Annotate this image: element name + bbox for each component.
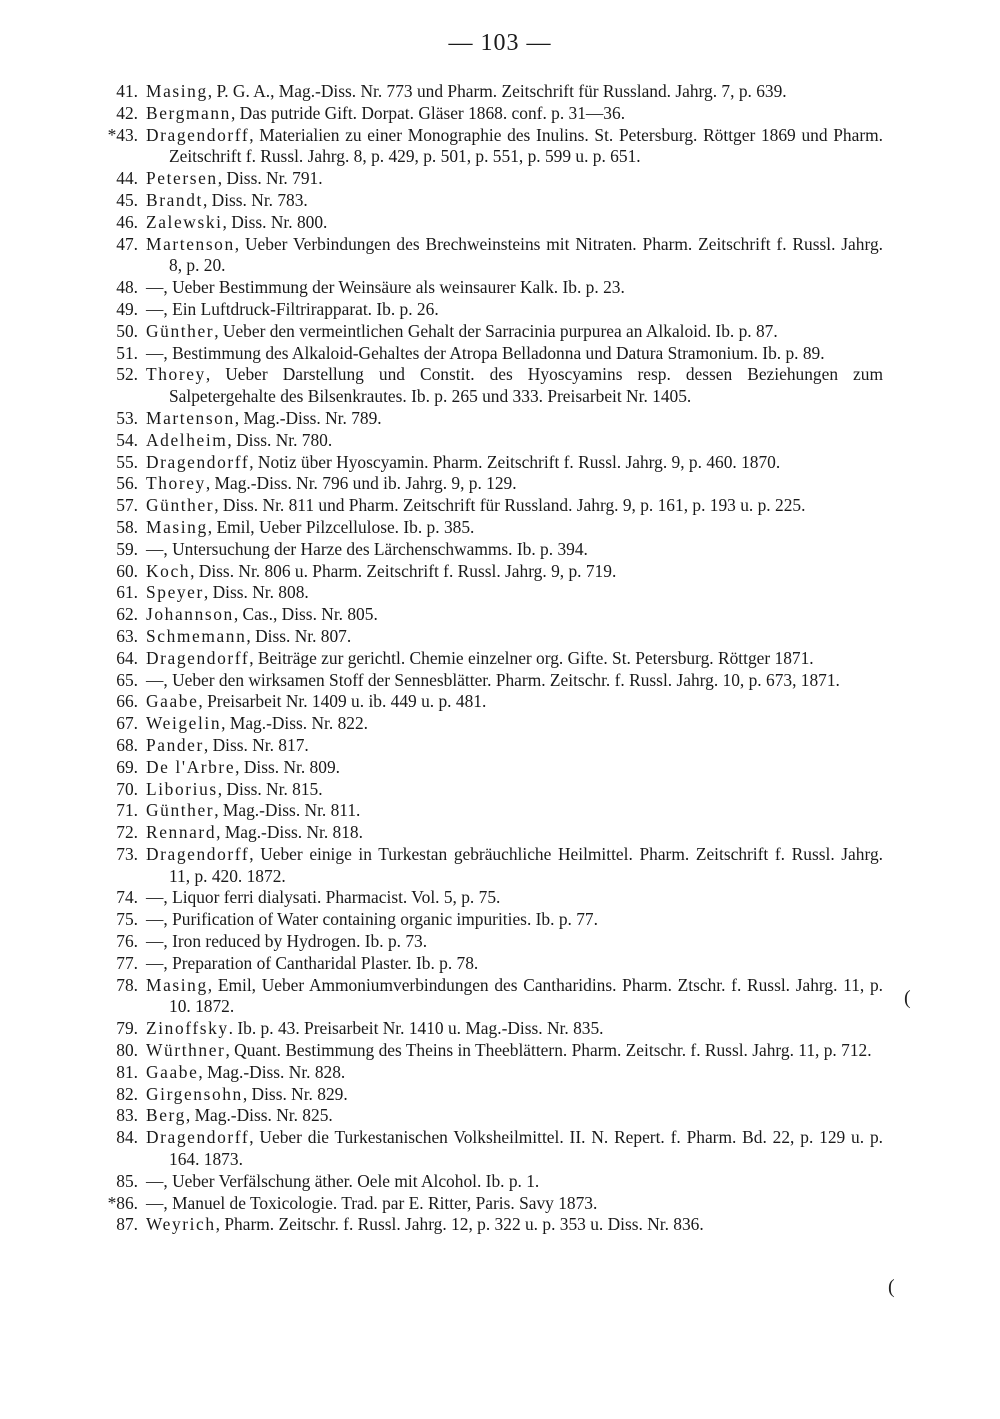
entry-author: Koch bbox=[146, 560, 191, 581]
entry-number: 58. bbox=[116, 516, 138, 537]
entry-citation: , Diss. Nr. 791. bbox=[217, 168, 323, 189]
entry-number: 83. bbox=[116, 1105, 138, 1126]
bibliography-entry bbox=[0, 168, 1000, 190]
entry-citation: —, Preparation of Cantharidal Plaster. Ib. p. 78. bbox=[146, 952, 479, 973]
bibliography-list bbox=[0, 81, 1000, 1236]
bibliography-entry bbox=[0, 648, 1000, 670]
entry-number: *43. bbox=[107, 124, 138, 145]
entry-text bbox=[146, 975, 883, 1019]
margin-mark: ( bbox=[888, 1276, 895, 1298]
entry-text bbox=[146, 364, 883, 408]
entry-number: 59. bbox=[116, 538, 138, 559]
bibliography-entry bbox=[0, 604, 1000, 626]
entry-number: 84. bbox=[116, 1127, 138, 1148]
entry-number: 77. bbox=[116, 952, 138, 973]
entry-number: 68. bbox=[116, 734, 138, 755]
entry-text bbox=[146, 1062, 883, 1084]
entry-citation: , Ueber Verbindungen des Brechweinsteins mit Nitraten. Pharm. Zeitschrift f. Russl. Jahrg. 8, p. 20. bbox=[169, 233, 883, 276]
entry-number: 66. bbox=[116, 691, 138, 712]
entry-citation: —, Ein Luftdruck-Filtrirapparat. Ib. p. 26. bbox=[146, 298, 439, 319]
entry-number: 70. bbox=[116, 778, 138, 799]
entry-text bbox=[146, 430, 883, 452]
entry-number: 67. bbox=[116, 713, 138, 734]
bibliography-entry bbox=[0, 909, 1000, 931]
entry-number: 42. bbox=[116, 102, 138, 123]
entry-author: Berg bbox=[146, 1105, 186, 1126]
entry-citation: , Mag.-Diss. Nr. 818. bbox=[216, 822, 363, 843]
bibliography-entry bbox=[0, 626, 1000, 648]
entry-author: De l'Arbre bbox=[146, 756, 236, 777]
entry-number: 52. bbox=[116, 364, 138, 385]
bibliography-entry bbox=[0, 452, 1000, 474]
entry-citation: , Mag.-Diss. Nr. 828. bbox=[198, 1061, 346, 1082]
entry-author: Dragendorff bbox=[146, 647, 250, 668]
entry-text bbox=[146, 103, 883, 125]
bibliography-entry bbox=[0, 1040, 1000, 1062]
entry-author: Liborius bbox=[146, 778, 218, 799]
entry-author: Thorey bbox=[146, 473, 206, 494]
entry-number: 48. bbox=[116, 277, 138, 298]
bibliography-entry bbox=[0, 343, 1000, 365]
entry-citation: —, Ueber Verfälschung äther. Oele mit Alcohol. Ib. p. 1. bbox=[146, 1170, 540, 1191]
bibliography-entry bbox=[0, 1171, 1000, 1193]
entry-author: Masing bbox=[146, 516, 208, 537]
entry-author: Zinoffsky bbox=[146, 1018, 229, 1039]
bibliography-entry bbox=[0, 691, 1000, 713]
entry-text bbox=[146, 626, 883, 648]
entry-text bbox=[146, 473, 883, 495]
entry-number: 85. bbox=[116, 1170, 138, 1191]
bibliography-entry bbox=[0, 931, 1000, 953]
entry-text bbox=[146, 452, 883, 474]
entry-text bbox=[146, 299, 883, 321]
entry-citation: , Mag.-Diss. Nr. 811. bbox=[214, 800, 361, 821]
entry-text bbox=[146, 648, 883, 670]
bibliography-entry bbox=[0, 1062, 1000, 1084]
entry-citation: , Emil, Ueber Pilzcellulose. Ib. p. 385. bbox=[207, 516, 475, 537]
entry-text bbox=[146, 1084, 883, 1106]
entry-citation: —, Ueber Bestimmung der Weinsäure als weinsaurer Kalk. Ib. p. 23. bbox=[146, 277, 625, 298]
entry-number: 53. bbox=[116, 407, 138, 428]
bibliography-entry bbox=[0, 975, 1000, 1019]
margin-mark: ( bbox=[904, 987, 911, 1009]
bibliography-entry bbox=[0, 800, 1000, 822]
entry-citation: , Mag.-Diss. Nr. 825. bbox=[185, 1105, 333, 1126]
bibliography-entry bbox=[0, 822, 1000, 844]
entry-number: 50. bbox=[116, 320, 138, 341]
entry-number: 56. bbox=[116, 473, 138, 494]
entry-author: Girgensohn bbox=[146, 1083, 243, 1104]
entry-number: 62. bbox=[116, 604, 138, 625]
bibliography-entry bbox=[0, 408, 1000, 430]
entry-citation: , Materialien zu einer Monographie des Inulins. St. Petersburg. Röttger 1869 und Pharm. Zeitschrift f. Russl. Jahrg. 8, p. 429, p. 501, p. 551, p. 599 u. p. 651. bbox=[169, 124, 883, 167]
entry-text bbox=[146, 539, 883, 561]
bibliography-entry bbox=[0, 1018, 1000, 1040]
entry-number: 73. bbox=[116, 843, 138, 864]
entry-text bbox=[146, 713, 883, 735]
entry-text bbox=[146, 822, 883, 844]
entry-citation: —, Liquor ferri dialysati. Pharmacist. Vol. 5, p. 75. bbox=[146, 887, 501, 908]
bibliography-entry bbox=[0, 517, 1000, 539]
entry-number: 65. bbox=[116, 669, 138, 690]
bibliography-entry bbox=[0, 277, 1000, 299]
entry-author: Pander bbox=[146, 734, 204, 755]
entry-citation: , Cas., Diss. Nr. 805. bbox=[233, 604, 378, 625]
entry-text bbox=[146, 1127, 883, 1171]
entry-author: Gaabe bbox=[146, 691, 199, 712]
entry-author: Masing bbox=[146, 81, 208, 101]
entry-author: Speyer bbox=[146, 582, 204, 603]
entry-author: Dragendorff bbox=[146, 451, 250, 472]
entry-number: 82. bbox=[116, 1083, 138, 1104]
entry-number: 41. bbox=[116, 81, 138, 101]
entry-author: Thorey bbox=[146, 364, 206, 385]
entry-author: Adelheim bbox=[146, 429, 228, 450]
entry-number: 60. bbox=[116, 560, 138, 581]
entry-number: 74. bbox=[116, 887, 138, 908]
entry-number: 54. bbox=[116, 429, 138, 450]
bibliography-entry bbox=[0, 495, 1000, 517]
entry-citation: , Diss. Nr. 817. bbox=[203, 734, 309, 755]
entry-text bbox=[146, 212, 883, 234]
bibliography-entry bbox=[0, 430, 1000, 452]
bibliography-entry bbox=[0, 582, 1000, 604]
entry-text bbox=[146, 844, 883, 888]
entry-citation: , Diss. Nr. 815. bbox=[217, 778, 323, 799]
entry-text bbox=[146, 168, 883, 190]
bibliography-entry bbox=[0, 561, 1000, 583]
entry-citation: , Preisarbeit Nr. 1409 u. ib. 449 u. p. 481. bbox=[198, 691, 487, 712]
entry-text bbox=[146, 234, 883, 278]
entry-text bbox=[146, 931, 883, 953]
bibliography-entry bbox=[0, 473, 1000, 495]
entry-author: Masing bbox=[146, 974, 208, 995]
entry-text bbox=[146, 343, 883, 365]
bibliography-entry bbox=[0, 735, 1000, 757]
entry-number: 81. bbox=[116, 1061, 138, 1082]
entry-author: Johannson bbox=[146, 604, 234, 625]
entry-author: Brandt bbox=[146, 189, 203, 210]
entry-citation: . Ib. p. 43. Preisarbeit Nr. 1410 u. Mag.-Diss. Nr. 835. bbox=[228, 1018, 604, 1039]
entry-citation: , Diss. Nr. 829. bbox=[242, 1083, 348, 1104]
bibliography-entry bbox=[0, 81, 1000, 103]
entry-text bbox=[146, 800, 883, 822]
bibliography-entry bbox=[0, 779, 1000, 801]
entry-text bbox=[146, 495, 883, 517]
entry-text bbox=[146, 1193, 883, 1215]
bibliography-entry bbox=[0, 757, 1000, 779]
entry-number: 78. bbox=[116, 974, 138, 995]
entry-text bbox=[146, 1214, 883, 1236]
bibliography-entry bbox=[0, 190, 1000, 212]
entry-citation: , Quant. Bestimmung des Theins in Theeblättern. Pharm. Zeitschr. f. Russl. Jahrg. 11, p. 712. bbox=[225, 1040, 872, 1061]
entry-text bbox=[146, 779, 883, 801]
entry-number: 79. bbox=[116, 1018, 138, 1039]
bibliography-entry bbox=[0, 1193, 1000, 1215]
entry-text bbox=[146, 909, 883, 931]
entry-text bbox=[146, 1018, 883, 1040]
bibliography-entry bbox=[0, 103, 1000, 125]
bibliography-entry bbox=[0, 212, 1000, 234]
entry-citation: —, Manuel de Toxicologie. Trad. par E. Ritter, Paris. Savy 1873. bbox=[146, 1192, 598, 1213]
bibliography-entry bbox=[0, 713, 1000, 735]
entry-number: 55. bbox=[116, 451, 138, 472]
bibliography-entry bbox=[0, 1084, 1000, 1106]
entry-number: 57. bbox=[116, 495, 138, 516]
page-number: — 103 — bbox=[448, 30, 552, 56]
entry-citation: , Diss. Nr. 808. bbox=[203, 582, 309, 603]
bibliography-entry bbox=[0, 125, 1000, 169]
bibliography-entry bbox=[0, 234, 1000, 278]
entry-author: Petersen bbox=[146, 168, 218, 189]
entry-number: 51. bbox=[116, 342, 138, 363]
entry-author: Martenson bbox=[146, 233, 235, 254]
entry-text bbox=[146, 125, 883, 169]
entry-citation: , Diss. Nr. 780. bbox=[227, 429, 333, 450]
entry-citation: —, Purification of Water containing organic impurities. Ib. p. 77. bbox=[146, 909, 598, 930]
entry-text bbox=[146, 757, 883, 779]
entry-citation: , Diss. Nr. 809. bbox=[235, 756, 340, 777]
entry-citation: , Ueber den vermeintlichen Gehalt der Sarracinia purpurea an Alkaloid. Ib. p. 87. bbox=[214, 320, 778, 341]
entry-number: 63. bbox=[116, 625, 138, 646]
entry-citation: , Diss. Nr. 811 und Pharm. Zeitschrift für Russland. Jahrg. 9, p. 161, p. 193 u. p. 225. bbox=[214, 495, 806, 516]
entry-text bbox=[146, 1171, 883, 1193]
entry-author: Zalewski bbox=[146, 211, 223, 232]
entry-number: 69. bbox=[116, 756, 138, 777]
entry-author: Rennard bbox=[146, 822, 217, 843]
entry-author: Martenson bbox=[146, 407, 235, 428]
entry-citation: , Diss. Nr. 807. bbox=[246, 625, 352, 646]
entry-citation: , P. G. A., Mag.-Diss. Nr. 773 und Pharm. Zeitschrift für Russland. Jahrg. 7, p. 639. bbox=[207, 81, 787, 101]
entry-author: Gaabe bbox=[146, 1061, 199, 1082]
entry-citation: —, Ueber den wirksamen Stoff der Sennesblätter. Pharm. Zeitschr. f. Russl. Jahrg. 10, p. 673, 1871. bbox=[146, 669, 840, 690]
entry-author: Weyrich bbox=[146, 1214, 216, 1235]
entry-text bbox=[146, 277, 883, 299]
entry-author: Günther bbox=[146, 495, 215, 516]
entry-text bbox=[146, 1040, 883, 1062]
entry-author: Weigelin bbox=[146, 713, 222, 734]
entry-text bbox=[146, 1105, 883, 1127]
entry-citation: , Beiträge zur gerichtl. Chemie einzelner org. Gifte. St. Petersburg. Röttger 1871. bbox=[249, 647, 814, 668]
entry-citation: , Emil, Ueber Ammoniumverbindungen des Cantharidins. Pharm. Ztschr. f. Russl. Jahrg. 11, p. 10. 1872. bbox=[169, 974, 883, 1017]
entry-citation: , Mag.-Diss. Nr. 796 und ib. Jahrg. 9, p. 129. bbox=[205, 473, 517, 494]
entry-author: Schmemann bbox=[146, 625, 247, 646]
entry-number: 46. bbox=[116, 211, 138, 232]
entry-number: 45. bbox=[116, 189, 138, 210]
bibliography-entry bbox=[0, 1214, 1000, 1236]
entry-author: Dragendorff bbox=[146, 124, 250, 145]
entry-text bbox=[146, 582, 883, 604]
bibliography-entry bbox=[0, 364, 1000, 408]
entry-citation: , Ueber einige in Turkestan gebräuchliche Heilmittel. Pharm. Zeitschrift f. Russl. Jahrg. 11, p. 420. 1872. bbox=[169, 843, 883, 886]
entry-author: Bergmann bbox=[146, 102, 231, 123]
entry-number: 47. bbox=[116, 233, 138, 254]
entry-text bbox=[146, 887, 883, 909]
entry-citation: —, Iron reduced by Hydrogen. Ib. p. 73. bbox=[146, 931, 428, 952]
entry-number: 76. bbox=[116, 931, 138, 952]
entry-text bbox=[146, 321, 883, 343]
entry-number: 80. bbox=[116, 1040, 138, 1061]
entry-text bbox=[146, 953, 883, 975]
entry-text bbox=[146, 735, 883, 757]
bibliography-entry bbox=[0, 953, 1000, 975]
entry-author: Würthner bbox=[146, 1040, 226, 1061]
bibliography-entry bbox=[0, 321, 1000, 343]
entry-number: 64. bbox=[116, 647, 138, 668]
entry-author: Günther bbox=[146, 800, 215, 821]
entry-number: 72. bbox=[116, 822, 138, 843]
bibliography-entry bbox=[0, 299, 1000, 321]
entry-number: 49. bbox=[116, 298, 138, 319]
bibliography-entry bbox=[0, 1127, 1000, 1171]
entry-text bbox=[146, 190, 883, 212]
entry-citation: , Ueber Darstellung und Constit. des Hyoscyamins resp. dessen Beziehungen zum Salpetergehalte des Bilsenkrautes. Ib. p. 265 und 333. Preisarbeit Nr. 1405. bbox=[169, 364, 883, 407]
entry-author: Dragendorff bbox=[146, 1127, 250, 1148]
entry-citation: , Notiz über Hyoscyamin. Pharm. Zeitschrift f. Russl. Jahrg. 9, p. 460. 1870. bbox=[249, 451, 781, 472]
bibliography-entry bbox=[0, 670, 1000, 692]
entry-number: 44. bbox=[116, 168, 138, 189]
entry-citation: , Mag.-Diss. Nr. 789. bbox=[234, 407, 382, 428]
entry-citation: , Diss. Nr. 783. bbox=[202, 189, 308, 210]
entry-citation: , Diss. Nr. 800. bbox=[222, 211, 328, 232]
entry-text bbox=[146, 81, 883, 103]
entry-citation: , Mag.-Diss. Nr. 822. bbox=[221, 713, 369, 734]
bibliography-entry bbox=[0, 844, 1000, 888]
bibliography-entry bbox=[0, 1105, 1000, 1127]
entry-number: 87. bbox=[116, 1214, 138, 1235]
entry-author: Günther bbox=[146, 320, 215, 341]
entry-number: 75. bbox=[116, 909, 138, 930]
entry-citation: , Ueber die Turkestanischen Volksheilmittel. II. N. Repert. f. Pharm. Bd. 22, p. 129 u. p. 164. 1873. bbox=[169, 1127, 883, 1170]
entry-citation: —, Untersuchung der Harze des Lärchenschwamms. Ib. p. 394. bbox=[146, 538, 588, 559]
entry-text bbox=[146, 517, 883, 539]
entry-number: 61. bbox=[116, 582, 138, 603]
entry-author: Dragendorff bbox=[146, 843, 250, 864]
entry-text bbox=[146, 408, 883, 430]
entry-citation: , Pharm. Zeitschr. f. Russl. Jahrg. 12, p. 322 u. p. 353 u. Diss. Nr. 836. bbox=[215, 1214, 704, 1235]
entry-citation: —, Bestimmung des Alkaloid-Gehaltes der Atropa Belladonna und Datura Stramonium. Ib. p. 89. bbox=[146, 342, 825, 363]
entry-text bbox=[146, 561, 883, 583]
entry-citation: , Diss. Nr. 806 u. Pharm. Zeitschrift f. Russl. Jahrg. 9, p. 719. bbox=[190, 560, 617, 581]
entry-number: 71. bbox=[116, 800, 138, 821]
entry-citation: , Das putride Gift. Dorpat. Gläser 1868. conf. p. 31—36. bbox=[230, 102, 626, 123]
entry-text bbox=[146, 691, 883, 713]
entry-number: *86. bbox=[107, 1192, 138, 1213]
entry-text bbox=[146, 604, 883, 626]
bibliography-entry bbox=[0, 539, 1000, 561]
bibliography-entry bbox=[0, 887, 1000, 909]
entry-text bbox=[146, 670, 883, 692]
